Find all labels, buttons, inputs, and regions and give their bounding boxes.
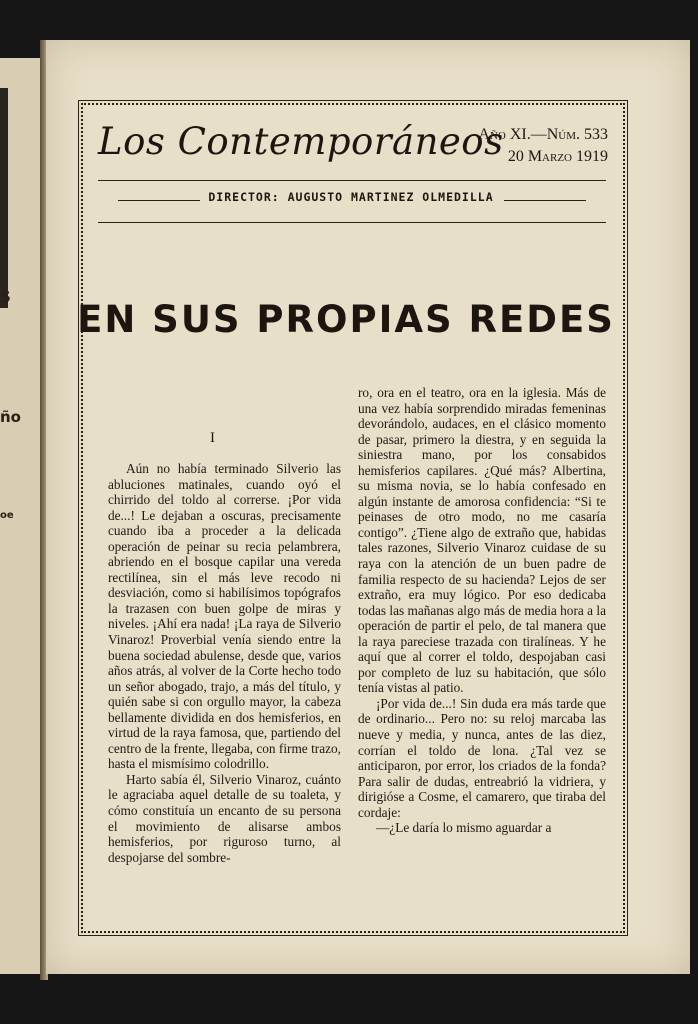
text-column-right [358,385,606,836]
magazine-logo: Los Contemporáneos [98,120,504,163]
left-page-edge [0,58,42,974]
paragraph: —¿Le daría lo mismo aguardar a [376,820,552,836]
article-title: EN SUS PROPIAS REDES [77,298,615,341]
issue-info [478,124,608,168]
director-line: DIRECTOR: AUGUSTO MARTINEZ OLMEDILLA [208,190,494,204]
masthead-rule-bottom [98,222,606,223]
section-number: I [210,430,215,446]
paragraph: Harto sabía él, Silverio Vinaroz, cuánto le agraciaba aquel detalle de su toaleta, y cómo constituía un encanto de su persona el movimiento de alisarse ambos hemisferios, por riguroso turno, al despojarse del sombre- [108,771,341,865]
left-page-dark-bar [0,88,8,308]
issue-number: Año XI.—Núm. 533 [478,126,608,143]
paragraph: Aún no había terminado Silverio las abluciones matinales, cuando oyó el chirrido del toldo al correrse. ¡Por vida de...! Le dejaban a oscuras, precisamente cuando iba a proceder a la delicada operación de peinar su recia pelambrera, abriendo en el bosque capilar una vereda rectilínea, sin el más leve recodo ni desviación, como si habilísimos topógrafos la trazasen con buen golpe de miras y niveles. ¡Ahí era nada! ¡La raya de Silverio Vinaroz! Proverbial venía siendo entre la buena sociedad abulense, desde que, varios años atrás, al volver de la Corte hecho todo un señor abogado, trajo, a más del título, y quién sabe si con orgullo mayor, la cabeza bellamente dividida en dos hemisferios, en virtud de la raya famosa, que, partiendo del centro de la frente, llegaba, con firme trazo, hasta el mismísimo colodrillo. [108,461,341,772]
left-page-fragment: ño [0,408,21,426]
left-page-fragment: S [0,288,11,306]
text-column-left [108,461,341,865]
magazine-page [46,40,690,974]
paragraph: ¡Por vida de...! Sin duda era más tarde que de ordinario... Pero no: su reloj marcaba las nueve y media, y nunca, antes de las diez, corrían el toldo de lona. ¿Tal vez se anticiparon, por error, los criados de la fonda? Para salir de dudas, entreabrió la vidriera, y dirigióse a Cosme, el camarero, que tiraba del cordaje: [358,695,606,820]
masthead-rule-top [98,180,606,181]
issue-date: 20 Marzo 1919 [507,148,608,165]
left-page-fragment: oe [0,510,14,521]
paragraph: ro, ora en el teatro, ora en la iglesia. Más de una vez había sorprendido miradas femeninas devorándolo, audaces, en el clásico momento de pasar, primero la diestra, y en seguida la siniestra mano, por los consabidos hemisferios capilares. ¿Qué más? Albertina, su misma novia, se lo había confesado en algún instante de amorosa confidencia: “Si te peinases de otro modo, no me casaría contigo”. ¿Tiene algo de extraño que, habidas tales razones, Silverio Vinaroz cuidase de su raya con la atención de un buen padre de familia respecto de su hacienda? Lejos de ser extraño, era muy lógico. Por eso dedicaba todas las mañanas algo más de media hora a la operación de partir el pelo, de tal manera que la raya pareciese trazada con tiralíneas. Y he aquí que al correr el toldo, despojaban casi por completo de luz su habitación, que sólo tenía vistas al patio. [358,385,606,696]
masthead [98,120,608,180]
